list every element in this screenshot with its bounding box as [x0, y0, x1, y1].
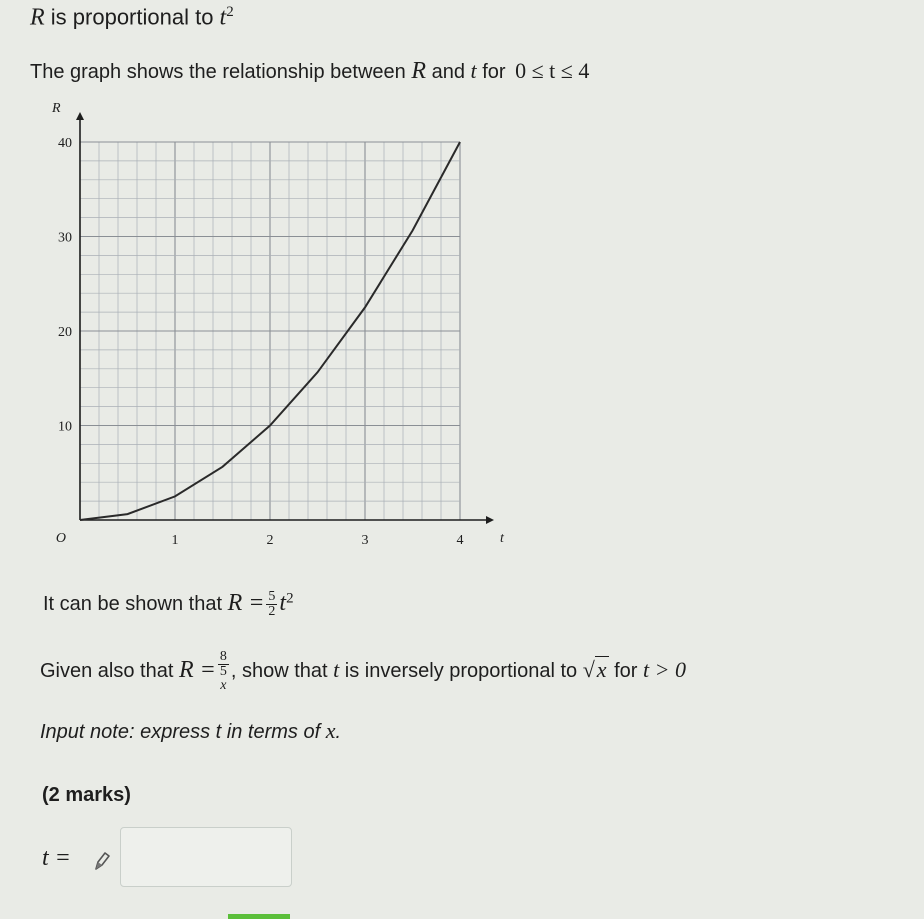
pencil-icon[interactable] — [93, 850, 111, 877]
equation-lhs: R = — [178, 656, 216, 683]
input-note-var-x: x — [325, 718, 336, 743]
x-axis-label: t — [500, 531, 504, 546]
var-r: R — [30, 4, 45, 31]
question-line-4 — [40, 650, 686, 693]
y-tick-label: 40 — [58, 136, 72, 151]
x-axis-arrow — [486, 516, 494, 524]
y-axis-label: R — [52, 101, 61, 116]
input-note-text-2: in terms of — [221, 721, 326, 743]
axes — [76, 112, 494, 524]
fraction-denominator — [218, 665, 229, 693]
y-tick-label: 10 — [58, 419, 72, 435]
question-line-3 — [43, 590, 294, 619]
answer-label-text: t = — [42, 845, 71, 871]
var-t: t — [219, 4, 227, 31]
tick-labels — [51, 101, 505, 548]
equation-lhs: R = — [227, 590, 265, 616]
x-tick-label: 1 — [171, 533, 179, 548]
answer-label — [42, 845, 71, 872]
y-tick-label: 20 — [58, 325, 72, 340]
fraction — [218, 650, 229, 693]
var-t: t — [470, 58, 477, 83]
x-tick-label: 4 — [456, 533, 464, 548]
line2-and: and — [426, 61, 471, 83]
y-tick-label: 30 — [58, 230, 72, 246]
origin-label: O — [55, 531, 66, 546]
square-root: √x — [582, 656, 607, 682]
line2-for: for — [476, 61, 512, 83]
line4-text-1: Given also that — [40, 659, 179, 682]
line4-text-3: is inversely proportional to — [339, 659, 583, 682]
condition: t > 0 — [642, 656, 686, 682]
input-note-text-3: . — [335, 721, 342, 743]
x-tick-label: 3 — [361, 533, 369, 548]
var-r: R — [411, 58, 427, 84]
radicand: x — [596, 656, 607, 682]
answer-input[interactable] — [120, 827, 292, 887]
fraction-numerator: 5 — [268, 589, 276, 605]
marks-label: (2 marks) — [42, 784, 131, 806]
input-note-text-1: Input note: express — [40, 721, 216, 743]
line3-text: It can be shown that — [43, 593, 228, 615]
question-line-1 — [30, 4, 234, 31]
line1-text: is proportional to — [44, 4, 220, 30]
question-line-2 — [30, 58, 589, 85]
line4-text-4: for — [608, 659, 643, 682]
graph — [30, 101, 510, 550]
fraction — [266, 590, 277, 619]
exponent: 2 — [286, 590, 294, 607]
input-note — [40, 718, 341, 744]
var-t: t — [279, 590, 287, 616]
fraction-denominator: 2 — [268, 604, 276, 620]
denominator-coef: 5 — [219, 664, 227, 679]
range-text: 0 ≤ t ≤ 4 — [515, 58, 590, 83]
pencil-icon-svg — [93, 850, 111, 872]
x-tick-label: 2 — [266, 533, 274, 548]
exponent: 2 — [226, 4, 234, 20]
grid — [80, 142, 460, 520]
input-note-var-t: t — [215, 721, 222, 743]
denominator-var: x — [220, 678, 227, 693]
submit-bar[interactable] — [228, 914, 290, 919]
line4-text-2: , show that — [230, 659, 334, 682]
fraction-numerator: 8 — [219, 649, 227, 664]
y-axis-arrow — [76, 112, 84, 120]
var-t: t — [333, 656, 340, 682]
line2-text: The graph shows the relationship between — [30, 61, 412, 83]
